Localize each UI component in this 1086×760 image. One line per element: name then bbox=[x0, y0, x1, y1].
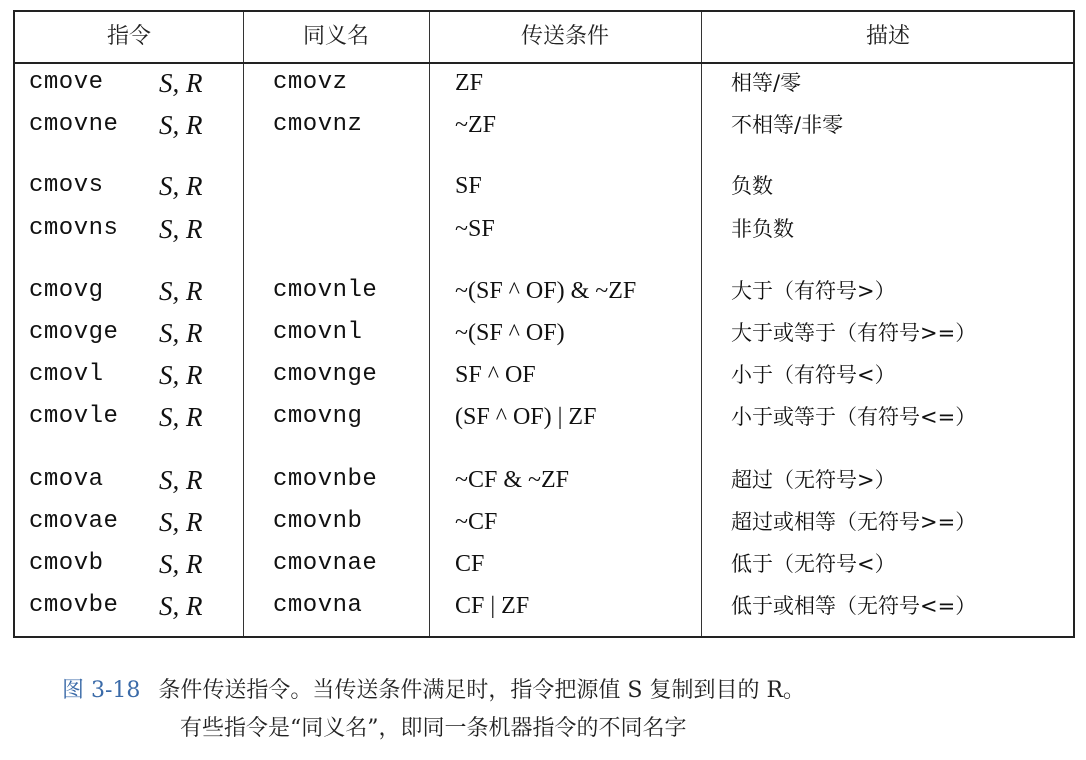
operands-cell: S, R bbox=[159, 465, 203, 495]
condition-cell: ~SF bbox=[455, 216, 495, 242]
description-cell: 不相等/非零 bbox=[731, 113, 844, 137]
condition-cell: (SF ^ OF) | ZF bbox=[455, 404, 597, 430]
operands-cell: S, R bbox=[159, 110, 203, 140]
description-cell: 低于或相等（无符号<=） bbox=[731, 594, 977, 618]
condition-cell: CF | ZF bbox=[455, 593, 530, 619]
operands-cell: S, R bbox=[159, 318, 203, 348]
table-row bbox=[15, 62, 1073, 104]
instruction-cell: cmovge bbox=[29, 319, 119, 346]
caption-line-2: 有些指令是“同义名”，即同一条机器指令的不同名字 bbox=[180, 716, 687, 741]
condition-cell: ~(SF ^ OF) & ~ZF bbox=[455, 278, 637, 304]
synonym-cell: cmovnb bbox=[273, 508, 363, 535]
table-row bbox=[15, 543, 1073, 585]
instruction-cell: cmovbe bbox=[29, 592, 119, 619]
operands-cell: S, R bbox=[159, 402, 203, 432]
synonym-cell: cmovnbe bbox=[273, 466, 378, 493]
description-cell: 低于（无符号<） bbox=[731, 552, 896, 576]
description-cell: 超过（无符号>） bbox=[731, 468, 896, 492]
synonym-cell: cmovnae bbox=[273, 550, 378, 577]
condition-cell: ~(SF ^ OF) bbox=[455, 320, 565, 346]
instruction-cell: cmova bbox=[29, 466, 104, 493]
conditional-move-table bbox=[13, 10, 1075, 638]
table-row bbox=[15, 501, 1073, 543]
synonym-cell: cmovnl bbox=[273, 319, 363, 346]
operands-cell: S, R bbox=[159, 171, 203, 201]
synonym-cell: cmovnge bbox=[273, 361, 378, 388]
description-cell: 小于或等于（有符号<=） bbox=[731, 405, 977, 429]
table-row bbox=[15, 312, 1073, 354]
header-synonym: 同义名 bbox=[302, 24, 369, 49]
instruction-cell: cmovs bbox=[29, 172, 104, 199]
table-row bbox=[15, 459, 1073, 501]
operands-cell: S, R bbox=[159, 360, 203, 390]
synonym-cell: cmovnz bbox=[273, 111, 363, 138]
synonym-cell: cmovz bbox=[273, 69, 348, 96]
operands-cell: S, R bbox=[159, 549, 203, 579]
synonym-cell: cmovnle bbox=[273, 277, 378, 304]
instruction-cell: cmovae bbox=[29, 508, 119, 535]
condition-cell: CF bbox=[455, 551, 485, 577]
header-description: 描述 bbox=[865, 24, 910, 49]
figure-label: 图 3-18 bbox=[62, 678, 141, 703]
condition-cell: ZF bbox=[455, 70, 484, 96]
operands-cell: S, R bbox=[159, 68, 203, 98]
table-row bbox=[15, 104, 1073, 146]
operands-cell: S, R bbox=[159, 214, 203, 244]
instruction-cell: cmovns bbox=[29, 215, 119, 242]
condition-cell: SF bbox=[455, 173, 482, 199]
table-row bbox=[15, 396, 1073, 438]
table-row bbox=[15, 585, 1073, 627]
instruction-cell: cmove bbox=[29, 69, 104, 96]
instruction-cell: cmovne bbox=[29, 111, 119, 138]
description-cell: 相等/零 bbox=[731, 71, 802, 95]
header-condition: 传送条件 bbox=[520, 24, 609, 49]
description-cell: 大于或等于（有符号>=） bbox=[731, 321, 977, 345]
description-cell: 大于（有符号>） bbox=[731, 279, 896, 303]
table-row bbox=[15, 165, 1073, 207]
condition-cell: ~ZF bbox=[455, 112, 496, 138]
table-row bbox=[15, 270, 1073, 312]
instruction-cell: cmovle bbox=[29, 403, 119, 430]
header-instruction: 指令 bbox=[106, 24, 151, 49]
description-cell: 非负数 bbox=[731, 217, 794, 241]
figure-caption bbox=[62, 672, 805, 748]
description-cell: 负数 bbox=[731, 174, 773, 198]
instruction-cell: cmovg bbox=[29, 277, 104, 304]
operands-cell: S, R bbox=[159, 591, 203, 621]
table-row bbox=[15, 208, 1073, 250]
instruction-cell: cmovl bbox=[29, 361, 104, 388]
condition-cell: ~CF & ~ZF bbox=[455, 467, 569, 493]
condition-cell: ~CF bbox=[455, 509, 498, 535]
instruction-cell: cmovb bbox=[29, 550, 104, 577]
table-row bbox=[15, 354, 1073, 396]
synonym-cell: cmovng bbox=[273, 403, 363, 430]
synonym-cell: cmovna bbox=[273, 592, 363, 619]
operands-cell: S, R bbox=[159, 276, 203, 306]
operands-cell: S, R bbox=[159, 507, 203, 537]
caption-line-1: 条件传送指令。当传送条件满足时，指令把源值 S 复制到目的 R。 bbox=[158, 678, 806, 703]
description-cell: 小于（有符号<） bbox=[731, 363, 896, 387]
description-cell: 超过或相等（无符号>=） bbox=[731, 510, 977, 534]
condition-cell: SF ^ OF bbox=[455, 362, 536, 388]
